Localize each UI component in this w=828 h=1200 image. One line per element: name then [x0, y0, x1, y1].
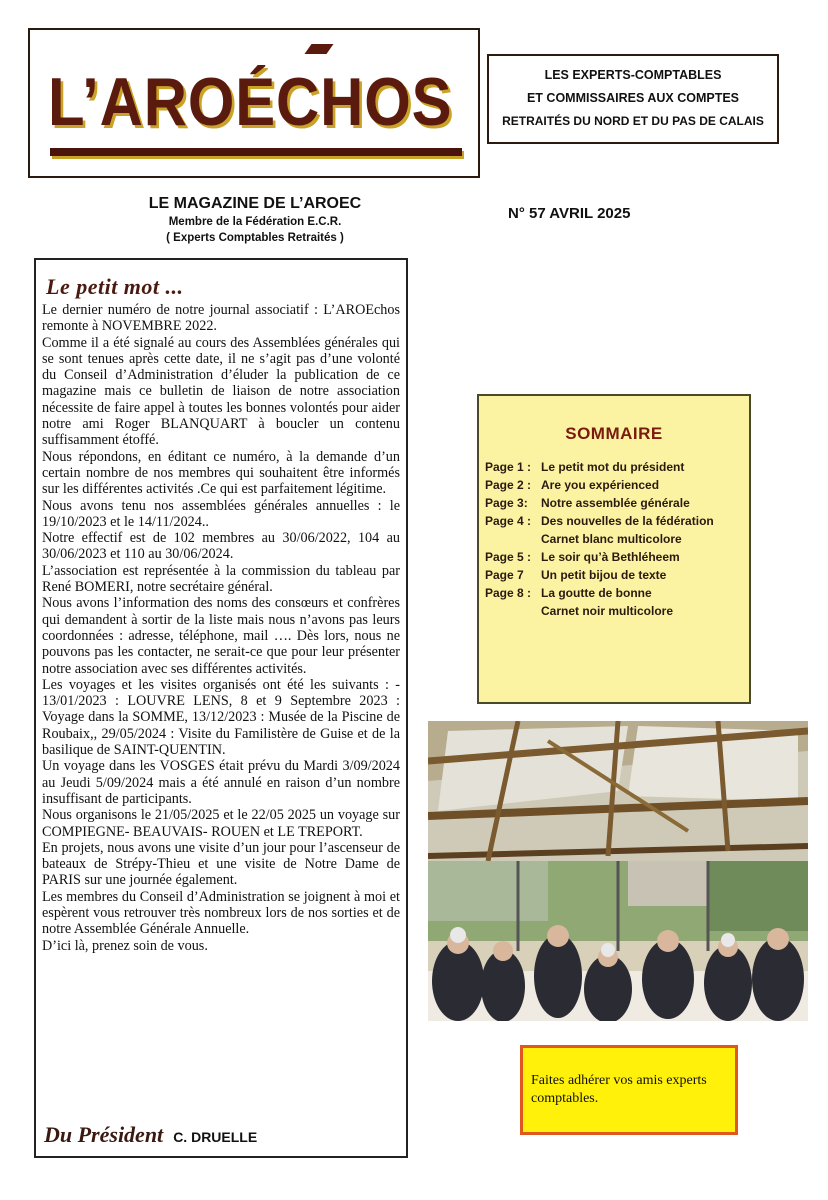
toc-page: Page 5 : — [485, 550, 532, 564]
toc-entry — [485, 550, 680, 564]
editorial-body — [36, 302, 406, 954]
toc-text: Notre assemblée générale — [541, 496, 690, 510]
federation-name: ( Experts Comptables Retraités ) — [166, 232, 344, 244]
toc-text: Des nouvelles de la fédération — [541, 514, 714, 528]
toc-text: Carnet noir multicolore — [541, 604, 674, 618]
toc-entry — [485, 478, 660, 492]
toc-entry — [485, 532, 682, 546]
editorial-column — [34, 258, 408, 1158]
logo-title: L’AROÉCHOS — [48, 64, 453, 140]
toc-text: Un petit bijou de texte — [541, 568, 667, 582]
signature-label: Du Président — [44, 1122, 164, 1147]
toc-entry — [485, 496, 690, 510]
toc-page: Page 8 : — [485, 586, 532, 600]
toc-text: Carnet blanc multicolore — [541, 532, 682, 546]
editorial-paragraph: Nous organisons le 21/05/2025 et le 22/05 2025 un voyage sur COMPIEGNE- BEAUVAIS- ROUEN et LE TREPORT. — [42, 807, 400, 840]
toc-text: Le soir qu’à Bethléheem — [541, 550, 680, 564]
info-line-3: RETRAITÉS DU NORD ET DU PAS DE CALAIS — [502, 114, 764, 128]
toc-entry — [485, 586, 652, 600]
toc-entry — [485, 514, 714, 528]
logo-underline-bar — [50, 148, 462, 156]
editorial-paragraph: Comme il a été signalé au cours des Assemblées générales qui se sont tenues après cette date, il ne s’agit pas d’une volonté du Conseil d’Administration d’éluder la publication de ce magazine mais ce bulletin de liaison de notre association nécessite de faire appel à toutes les bonnes volontés pour aider notre ami Roger BLANQUART à boucler un contenu suffisamment étoffé. — [42, 334, 400, 449]
toc-entry — [485, 460, 685, 474]
editorial-paragraph: Le dernier numéro de notre journal associatif : L’AROEchos remonte à NOVEMBRE 2022. — [42, 302, 400, 335]
assembly-dinner-photo — [428, 721, 808, 1021]
toc-text: Are you expérienced — [541, 478, 660, 492]
toc-page: Page 2 : — [485, 478, 532, 492]
toc-text: La goutte de bonne — [541, 586, 652, 600]
masthead — [28, 28, 480, 178]
toc-page: Page 1 : — [485, 460, 532, 474]
toc-entry — [485, 604, 674, 618]
editorial-paragraph: Nous répondons, en éditant ce numéro, à la demande d’un certain nombre de nos membres qui souhaitent être informés sur les différentes activités .Ce qui est parfaitement légitime. — [42, 448, 400, 498]
signature-name: C. DRUELLE — [173, 1129, 258, 1145]
toc-page: Page 4 : — [485, 514, 532, 528]
editorial-paragraph: En projets, nous avons une visite d’un jour pour l’ascenseur de bateaux de Strépy-Thieu et une visite de Notre Dame de PARIS sur une journée également. — [42, 839, 400, 889]
editorial-paragraph: Les membres du Conseil d’Administration se joignent à moi et espèrent vous retrouver très nombreux lors de nos sorties et de notre Assemblée Générale Annuelle. — [42, 888, 400, 938]
table-of-contents — [477, 394, 751, 704]
magazine-title: LE MAGAZINE DE L’AROEC — [148, 195, 362, 212]
toc-title: SOMMAIRE — [565, 424, 663, 443]
editorial-paragraph: L’association est représentée à la commission du tableau par René BOMERI, notre secrétaire général. — [42, 562, 400, 596]
toc-page: Page 7 — [485, 568, 524, 582]
issue-number-date: N° 57 AVRIL 2025 — [508, 205, 631, 222]
editorial-paragraph: Les voyages et les visites organisés ont été les suivants : - 13/01/2023 : LOUVRE LENS, 8 et 9 Septembre 2023 : Voyage dans la SOMME, 13/12/2023 : Musée de la Piscine de Roubaix,, 29/05/2024 : Visite du Familistère de Guise et de la basilique de SAINT-QUENTIN. — [42, 676, 400, 759]
editorial-paragraph: Notre effectif est de 102 membres au 30/06/2022, 104 au 30/06/2023 et 110 au 30/06/2024. — [42, 530, 400, 563]
logo-accent-mark — [304, 44, 333, 54]
toc-text: Le petit mot du président — [541, 460, 685, 474]
editorial-signature — [44, 1122, 404, 1148]
photo-illustration — [428, 721, 808, 1021]
editorial-paragraph: Un voyage dans les VOSGES était prévu du Mardi 3/09/2024 au Jeudi 5/09/2024 mais a été annulé en raison d’un nombre insuffisant de participants. — [42, 758, 400, 807]
membership-callout: Faites adhérer vos amis experts comptables. — [520, 1045, 738, 1135]
toc-page: Page 3: — [485, 496, 528, 510]
editorial-heading: Le petit mot ... — [46, 274, 184, 299]
info-line-2: ET COMMISSAIRES AUX COMPTES — [526, 91, 740, 105]
federation-membership: Membre de la Fédération E.C.R. — [168, 216, 342, 228]
association-info-box — [487, 54, 779, 144]
editorial-paragraph: D’ici là, prenez soin de vous. — [42, 937, 208, 954]
toc-entry — [485, 568, 667, 582]
editorial-paragraph: Nous avons tenu nos assemblées générales annuelles : le 19/10/2023 et le 14/11/2024.. — [42, 497, 400, 530]
info-line-1: LES EXPERTS-COMPTABLES — [544, 68, 722, 82]
editorial-paragraph: Nous avons l’information des noms des consœurs et confrères qui demandent à sortir de la liste mais nous n’avons pas leurs coordonnées : adresse, téléphone, mail …. Dès lors, nous ne pouvons pas les contacter, ne serait-ce que pour leur présenter notre association avec ses différentes activités. — [42, 595, 400, 677]
